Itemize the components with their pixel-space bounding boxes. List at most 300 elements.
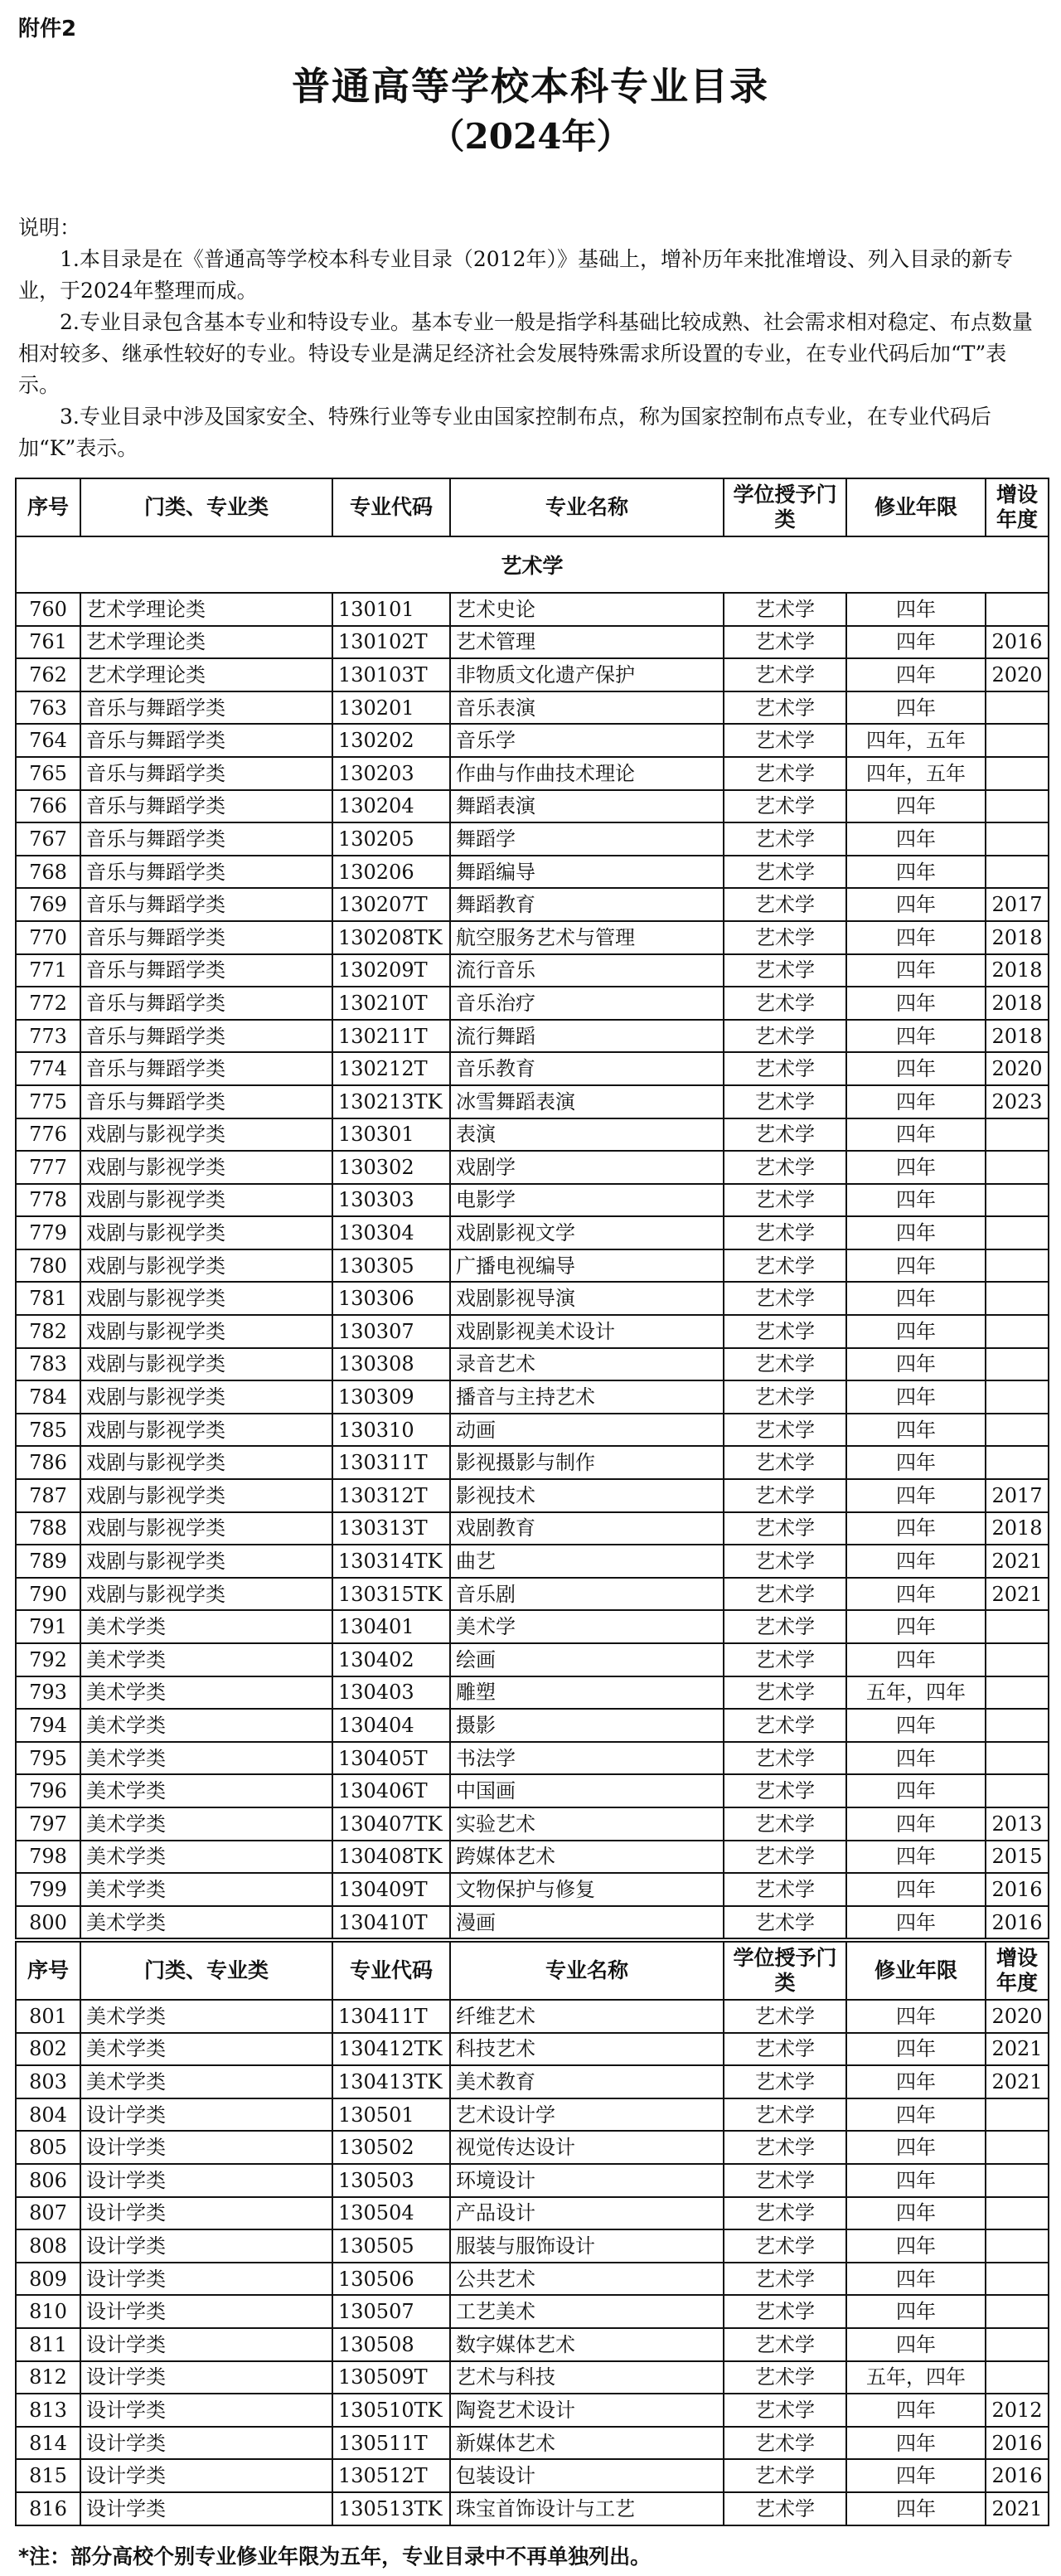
cell-degree: 艺术学 xyxy=(724,2263,846,2296)
cell-index: 763 xyxy=(16,691,80,725)
cell-index: 762 xyxy=(16,658,80,691)
table-row xyxy=(16,1774,1049,1807)
cell-code: 130212T xyxy=(332,1052,450,1085)
cell-degree: 艺术学 xyxy=(724,1282,846,1315)
cell-major-name: 音乐剧 xyxy=(450,1578,724,1611)
cell-index: 798 xyxy=(16,1841,80,1874)
cell-code: 130406T xyxy=(332,1774,450,1807)
cell-degree: 艺术学 xyxy=(724,2065,846,2098)
cell-category: 音乐与舞蹈学类 xyxy=(80,757,332,790)
cell-year-added xyxy=(986,1643,1049,1676)
table-row xyxy=(16,1184,1049,1217)
cell-category: 音乐与舞蹈学类 xyxy=(80,1052,332,1085)
cell-duration: 四年 xyxy=(846,2033,986,2066)
cell-index: 811 xyxy=(16,2328,80,2361)
cell-year-added xyxy=(986,1118,1049,1152)
cell-duration: 四年，五年 xyxy=(846,757,986,790)
cell-code: 130306 xyxy=(332,1282,450,1315)
cell-code: 130103T xyxy=(332,658,450,691)
cell-duration: 四年 xyxy=(846,1807,986,1841)
cell-index: 768 xyxy=(16,856,80,889)
table-row xyxy=(16,2295,1049,2328)
cell-code: 130101 xyxy=(332,593,450,626)
cell-duration: 五年，四年 xyxy=(846,1676,986,1710)
cell-year-added xyxy=(986,790,1049,823)
cell-year-added: 2016 xyxy=(986,1906,1049,1939)
cell-degree: 艺术学 xyxy=(724,1610,846,1643)
cell-year-added xyxy=(986,593,1049,626)
cell-major-name: 科技艺术 xyxy=(450,2033,724,2066)
header-category: 门类、专业类 xyxy=(80,478,332,536)
cell-duration: 四年 xyxy=(846,1545,986,1578)
cell-index: 810 xyxy=(16,2295,80,2328)
cell-duration: 四年 xyxy=(846,954,986,987)
table-row xyxy=(16,691,1049,725)
cell-category: 设计学类 xyxy=(80,2098,332,2132)
cell-code: 130203 xyxy=(332,757,450,790)
cell-index: 814 xyxy=(16,2427,80,2460)
cell-year-added xyxy=(986,1380,1049,1414)
cell-category: 美术学类 xyxy=(80,1807,332,1841)
cell-degree: 艺术学 xyxy=(724,1479,846,1512)
cell-year-added xyxy=(986,2197,1049,2230)
table-row xyxy=(16,1709,1049,1742)
table-row xyxy=(16,2427,1049,2460)
table-row xyxy=(16,1282,1049,1315)
cell-year-added: 2018 xyxy=(986,921,1049,954)
cell-duration: 四年 xyxy=(846,1216,986,1249)
cell-index: 770 xyxy=(16,921,80,954)
cell-index: 774 xyxy=(16,1052,80,1085)
cell-year-added xyxy=(986,1610,1049,1643)
cell-category: 戏剧与影视学类 xyxy=(80,1380,332,1414)
cell-code: 130503 xyxy=(332,2164,450,2197)
cell-year-added: 2020 xyxy=(986,658,1049,691)
cell-category: 音乐与舞蹈学类 xyxy=(80,822,332,856)
cell-code: 130206 xyxy=(332,856,450,889)
cell-index: 807 xyxy=(16,2197,80,2230)
cell-category: 戏剧与影视学类 xyxy=(80,1184,332,1217)
cell-year-added: 2015 xyxy=(986,1841,1049,1874)
cell-major-name: 播音与主持艺术 xyxy=(450,1380,724,1414)
cell-year-added: 2016 xyxy=(986,2427,1049,2460)
cell-duration: 四年 xyxy=(846,1578,986,1611)
cell-year-added xyxy=(986,1315,1049,1348)
cell-year-added: 2018 xyxy=(986,987,1049,1020)
cell-duration: 四年 xyxy=(846,1742,986,1775)
cell-major-name: 实验艺术 xyxy=(450,1807,724,1841)
cell-major-name: 美术学 xyxy=(450,1610,724,1643)
cell-major-name: 跨媒体艺术 xyxy=(450,1841,724,1874)
document-subtitle: （2024年） xyxy=(429,116,632,157)
cell-code: 130305 xyxy=(332,1249,450,1283)
note-item-3: 3.专业目录中涉及国家安全、特殊行业等专业由国家控制布点，称为国家控制布点专业，在专业代码后加“K”表示。 xyxy=(18,405,991,460)
cell-year-added xyxy=(986,691,1049,725)
cell-degree: 艺术学 xyxy=(724,2361,846,2394)
cell-duration: 四年 xyxy=(846,1414,986,1447)
cell-major-name: 艺术史论 xyxy=(450,593,724,626)
cell-index: 779 xyxy=(16,1216,80,1249)
cell-major-name: 舞蹈教育 xyxy=(450,888,724,921)
cell-degree: 艺术学 xyxy=(724,1348,846,1381)
cell-degree: 艺术学 xyxy=(724,691,846,725)
cell-category: 音乐与舞蹈学类 xyxy=(80,856,332,889)
table-row xyxy=(16,658,1049,691)
table-header-row xyxy=(16,1942,1049,2000)
cell-year-added: 2016 xyxy=(986,1873,1049,1906)
cell-degree: 艺术学 xyxy=(724,2492,846,2525)
cell-major-name: 工艺美术 xyxy=(450,2295,724,2328)
cell-degree: 艺术学 xyxy=(724,1446,846,1479)
cell-year-added xyxy=(986,1774,1049,1807)
cell-duration: 四年 xyxy=(846,2164,986,2197)
cell-year-added xyxy=(986,1348,1049,1381)
cell-degree: 艺术学 xyxy=(724,954,846,987)
table-row xyxy=(16,1906,1049,1939)
cell-major-name: 环境设计 xyxy=(450,2164,724,2197)
header-category: 门类、专业类 xyxy=(80,1942,332,2000)
cell-major-name: 文物保护与修复 xyxy=(450,1873,724,1906)
cell-category: 戏剧与影视学类 xyxy=(80,1315,332,1348)
cell-category: 美术学类 xyxy=(80,1906,332,1939)
table-row xyxy=(16,1807,1049,1841)
cell-major-name: 动画 xyxy=(450,1414,724,1447)
cell-major-name: 陶瓷艺术设计 xyxy=(450,2394,724,2427)
cell-category: 艺术学理论类 xyxy=(80,593,332,626)
cell-duration: 四年 xyxy=(846,1709,986,1742)
cell-code: 130304 xyxy=(332,1216,450,1249)
cell-duration: 四年 xyxy=(846,822,986,856)
table-row xyxy=(16,1348,1049,1381)
cell-category: 音乐与舞蹈学类 xyxy=(80,888,332,921)
table-row xyxy=(16,2065,1049,2098)
cell-degree: 艺术学 xyxy=(724,1676,846,1710)
cell-duration: 四年 xyxy=(846,2492,986,2525)
cell-duration: 四年 xyxy=(846,593,986,626)
cell-duration: 四年 xyxy=(846,1906,986,1939)
table-row xyxy=(16,856,1049,889)
table-row xyxy=(16,790,1049,823)
cell-code: 130210T xyxy=(332,987,450,1020)
cell-major-name: 冰雪舞蹈表演 xyxy=(450,1085,724,1118)
cell-category: 戏剧与影视学类 xyxy=(80,1512,332,1545)
cell-category: 美术学类 xyxy=(80,2065,332,2098)
cell-category: 设计学类 xyxy=(80,2131,332,2164)
footnote: *注：部分高校个别专业修业年限为五年，专业目录中不再单独列出。 xyxy=(18,2544,652,2569)
cell-major-name: 舞蹈编导 xyxy=(450,856,724,889)
cell-degree: 艺术学 xyxy=(724,1315,846,1348)
cell-code: 130507 xyxy=(332,2295,450,2328)
cell-category: 音乐与舞蹈学类 xyxy=(80,790,332,823)
cell-index: 795 xyxy=(16,1742,80,1775)
table-row xyxy=(16,987,1049,1020)
cell-duration: 四年 xyxy=(846,987,986,1020)
table-row xyxy=(16,1052,1049,1085)
cell-category: 美术学类 xyxy=(80,1841,332,1874)
cell-category: 艺术学理论类 xyxy=(80,658,332,691)
cell-major-name: 艺术设计学 xyxy=(450,2098,724,2132)
cell-code: 130312T xyxy=(332,1479,450,1512)
cell-code: 130314TK xyxy=(332,1545,450,1578)
header-year-added: 增设年度 xyxy=(986,1942,1049,2000)
cell-major-name: 音乐教育 xyxy=(450,1052,724,1085)
cell-duration: 四年 xyxy=(846,2098,986,2132)
table-header-row xyxy=(16,478,1049,536)
cell-year-added xyxy=(986,2164,1049,2197)
cell-category: 设计学类 xyxy=(80,2295,332,2328)
table-row xyxy=(16,2361,1049,2394)
cell-category: 戏剧与影视学类 xyxy=(80,1578,332,1611)
cell-category: 设计学类 xyxy=(80,2164,332,2197)
cell-major-name: 舞蹈学 xyxy=(450,822,724,856)
cell-code: 130511T xyxy=(332,2427,450,2460)
cell-index: 772 xyxy=(16,987,80,1020)
cell-duration: 四年 xyxy=(846,2394,986,2427)
cell-code: 130310 xyxy=(332,1414,450,1447)
table-row xyxy=(16,1742,1049,1775)
cell-index: 809 xyxy=(16,2263,80,2296)
cell-year-added xyxy=(986,2361,1049,2394)
cell-year-added xyxy=(986,2098,1049,2132)
cell-duration: 四年 xyxy=(846,1118,986,1152)
cell-major-name: 新媒体艺术 xyxy=(450,2427,724,2460)
cell-index: 793 xyxy=(16,1676,80,1710)
cell-year-added xyxy=(986,1676,1049,1710)
cell-degree: 艺术学 xyxy=(724,1380,846,1414)
cell-major-name: 绘画 xyxy=(450,1643,724,1676)
cell-index: 785 xyxy=(16,1414,80,1447)
major-catalog-table-part2 xyxy=(15,1941,1049,2526)
cell-duration: 四年 xyxy=(846,1020,986,1053)
cell-index: 778 xyxy=(16,1184,80,1217)
cell-index: 788 xyxy=(16,1512,80,1545)
cell-major-name: 珠宝首饰设计与工艺 xyxy=(450,2492,724,2525)
cell-major-name: 音乐表演 xyxy=(450,691,724,725)
cell-category: 设计学类 xyxy=(80,2459,332,2492)
cell-year-added: 2023 xyxy=(986,1085,1049,1118)
cell-code: 130402 xyxy=(332,1643,450,1676)
cell-code: 130505 xyxy=(332,2229,450,2263)
cell-category: 音乐与舞蹈学类 xyxy=(80,987,332,1020)
cell-year-added xyxy=(986,2229,1049,2263)
cell-duration: 四年 xyxy=(846,1282,986,1315)
table-row xyxy=(16,1873,1049,1906)
table-row xyxy=(16,1380,1049,1414)
cell-duration: 四年 xyxy=(846,2197,986,2230)
cell-degree: 艺术学 xyxy=(724,822,846,856)
cell-year-added xyxy=(986,1414,1049,1447)
cell-category: 戏剧与影视学类 xyxy=(80,1545,332,1578)
cell-degree: 艺术学 xyxy=(724,724,846,757)
cell-major-name: 航空服务艺术与管理 xyxy=(450,921,724,954)
table-row xyxy=(16,1578,1049,1611)
cell-index: 761 xyxy=(16,626,80,659)
cell-duration: 四年 xyxy=(846,1348,986,1381)
cell-degree: 艺术学 xyxy=(724,1643,846,1676)
cell-index: 792 xyxy=(16,1643,80,1676)
cell-index: 803 xyxy=(16,2065,80,2098)
cell-index: 769 xyxy=(16,888,80,921)
cell-code: 130309 xyxy=(332,1380,450,1414)
table-row xyxy=(16,1841,1049,1874)
cell-code: 130207T xyxy=(332,888,450,921)
cell-category: 设计学类 xyxy=(80,2492,332,2525)
cell-major-name: 艺术与科技 xyxy=(450,2361,724,2394)
notes-section xyxy=(18,212,1046,464)
cell-code: 130410T xyxy=(332,1906,450,1939)
table-row xyxy=(16,888,1049,921)
cell-code: 130403 xyxy=(332,1676,450,1710)
cell-code: 130504 xyxy=(332,2197,450,2230)
cell-index: 805 xyxy=(16,2131,80,2164)
table-row xyxy=(16,724,1049,757)
cell-category: 音乐与舞蹈学类 xyxy=(80,921,332,954)
cell-index: 790 xyxy=(16,1578,80,1611)
table-row xyxy=(16,1249,1049,1283)
cell-major-name: 曲艺 xyxy=(450,1545,724,1578)
cell-index: 777 xyxy=(16,1151,80,1184)
section-label: 艺术学 xyxy=(16,536,1049,593)
cell-index: 815 xyxy=(16,2459,80,2492)
cell-degree: 艺术学 xyxy=(724,2328,846,2361)
cell-index: 781 xyxy=(16,1282,80,1315)
header-duration: 修业年限 xyxy=(846,478,986,536)
cell-degree: 艺术学 xyxy=(724,1184,846,1217)
cell-duration: 四年 xyxy=(846,1184,986,1217)
cell-index: 775 xyxy=(16,1085,80,1118)
cell-duration: 四年 xyxy=(846,658,986,691)
cell-duration: 四年，五年 xyxy=(846,724,986,757)
cell-major-name: 美术教育 xyxy=(450,2065,724,2098)
cell-index: 776 xyxy=(16,1118,80,1152)
cell-major-name: 视觉传达设计 xyxy=(450,2131,724,2164)
cell-duration: 四年 xyxy=(846,1643,986,1676)
header-duration: 修业年限 xyxy=(846,1942,986,2000)
cell-code: 130502 xyxy=(332,2131,450,2164)
table-row xyxy=(16,626,1049,659)
cell-year-added xyxy=(986,724,1049,757)
cell-degree: 艺术学 xyxy=(724,1216,846,1249)
cell-index: 760 xyxy=(16,593,80,626)
cell-category: 戏剧与影视学类 xyxy=(80,1282,332,1315)
cell-category: 设计学类 xyxy=(80,2394,332,2427)
cell-degree: 艺术学 xyxy=(724,2098,846,2132)
cell-category: 美术学类 xyxy=(80,1774,332,1807)
cell-year-added: 2020 xyxy=(986,2000,1049,2033)
cell-duration: 四年 xyxy=(846,1446,986,1479)
cell-degree: 艺术学 xyxy=(724,987,846,1020)
cell-index: 801 xyxy=(16,2000,80,2033)
cell-major-name: 漫画 xyxy=(450,1906,724,1939)
cell-degree: 艺术学 xyxy=(724,790,846,823)
cell-major-name: 音乐学 xyxy=(450,724,724,757)
cell-duration: 四年 xyxy=(846,1249,986,1283)
cell-code: 130201 xyxy=(332,691,450,725)
cell-code: 130408TK xyxy=(332,1841,450,1874)
cell-year-added xyxy=(986,2131,1049,2164)
cell-code: 130509T xyxy=(332,2361,450,2394)
cell-duration: 四年 xyxy=(846,1151,986,1184)
cell-year-added xyxy=(986,1249,1049,1283)
cell-index: 767 xyxy=(16,822,80,856)
table-row xyxy=(16,2164,1049,2197)
header-degree: 学位授予门类 xyxy=(724,1942,846,2000)
cell-code: 130303 xyxy=(332,1184,450,1217)
cell-code: 130501 xyxy=(332,2098,450,2132)
cell-duration: 四年 xyxy=(846,1085,986,1118)
table-row xyxy=(16,2492,1049,2525)
cell-duration: 四年 xyxy=(846,2295,986,2328)
cell-major-name: 数字媒体艺术 xyxy=(450,2328,724,2361)
cell-category: 戏剧与影视学类 xyxy=(80,1479,332,1512)
cell-index: 782 xyxy=(16,1315,80,1348)
attachment-label: 附件2 xyxy=(18,17,77,41)
cell-category: 美术学类 xyxy=(80,1643,332,1676)
cell-index: 766 xyxy=(16,790,80,823)
cell-duration: 四年 xyxy=(846,921,986,954)
table-row xyxy=(16,1020,1049,1053)
cell-degree: 艺术学 xyxy=(724,1807,846,1841)
cell-code: 130307 xyxy=(332,1315,450,1348)
cell-code: 130102T xyxy=(332,626,450,659)
cell-category: 设计学类 xyxy=(80,2328,332,2361)
cell-code: 130413TK xyxy=(332,2065,450,2098)
cell-degree: 艺术学 xyxy=(724,1151,846,1184)
cell-duration: 四年 xyxy=(846,1610,986,1643)
cell-category: 美术学类 xyxy=(80,2000,332,2033)
cell-year-added: 2018 xyxy=(986,1512,1049,1545)
cell-code: 130202 xyxy=(332,724,450,757)
cell-duration: 四年 xyxy=(846,2427,986,2460)
cell-duration: 四年 xyxy=(846,1512,986,1545)
header-degree: 学位授予门类 xyxy=(724,478,846,536)
table-row xyxy=(16,2394,1049,2427)
cell-year-added: 2017 xyxy=(986,888,1049,921)
cell-index: 789 xyxy=(16,1545,80,1578)
table-row xyxy=(16,593,1049,626)
cell-major-name: 表演 xyxy=(450,1118,724,1152)
table-row xyxy=(16,1610,1049,1643)
notes-heading: 说明： xyxy=(18,216,81,240)
cell-major-name: 戏剧影视文学 xyxy=(450,1216,724,1249)
cell-year-added: 2020 xyxy=(986,1052,1049,1085)
cell-code: 130209T xyxy=(332,954,450,987)
cell-degree: 艺术学 xyxy=(724,1709,846,1742)
cell-code: 130302 xyxy=(332,1151,450,1184)
cell-code: 130412TK xyxy=(332,2033,450,2066)
cell-code: 130411T xyxy=(332,2000,450,2033)
cell-category: 音乐与舞蹈学类 xyxy=(80,1085,332,1118)
cell-category: 戏剧与影视学类 xyxy=(80,1118,332,1152)
table-row xyxy=(16,1216,1049,1249)
cell-index: 812 xyxy=(16,2361,80,2394)
header-code: 专业代码 xyxy=(332,1942,450,2000)
table-row xyxy=(16,2098,1049,2132)
cell-major-name: 书法学 xyxy=(450,1742,724,1775)
cell-year-added: 2018 xyxy=(986,1020,1049,1053)
table-row xyxy=(16,2328,1049,2361)
cell-year-added xyxy=(986,2263,1049,2296)
table-row xyxy=(16,757,1049,790)
note-item-1: 1.本目录是在《普通高等学校本科专业目录（2012年）》基础上，增补历年来批准增设、列入目录的新专业，于2024年整理而成。 xyxy=(18,247,1013,303)
header-year-added: 增设年度 xyxy=(986,478,1049,536)
cell-year-added: 2016 xyxy=(986,2459,1049,2492)
cell-code: 130407TK xyxy=(332,1807,450,1841)
cell-code: 130308 xyxy=(332,1348,450,1381)
cell-year-added: 2021 xyxy=(986,2492,1049,2525)
cell-index: 784 xyxy=(16,1380,80,1414)
cell-degree: 艺术学 xyxy=(724,1742,846,1775)
